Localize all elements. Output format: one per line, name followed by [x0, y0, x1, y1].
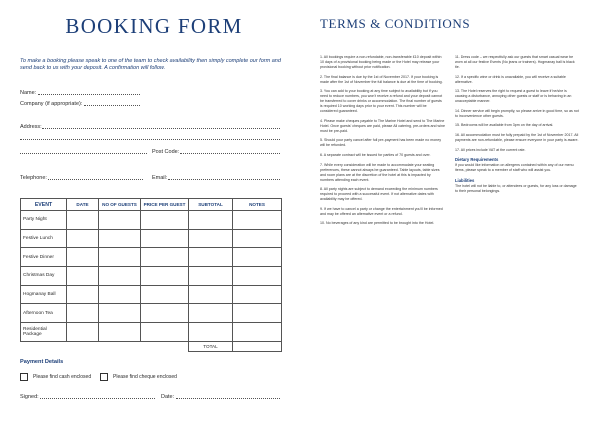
event-name: Christmas Day — [21, 267, 67, 286]
column-header: DATE — [67, 199, 99, 211]
dietary-heading: Dietary Requirements — [455, 157, 499, 163]
address-label: Address: — [20, 124, 42, 130]
total-row — [21, 341, 282, 351]
column-header: NO OF GUESTS — [99, 199, 141, 211]
liabilities-heading: Liabilities — [455, 177, 475, 183]
cheque-enclosed-label: Please find cheque enclosed — [113, 374, 177, 380]
price-cell[interactable] — [141, 267, 189, 286]
terms-title: TERMS & CONDITIONS — [320, 16, 471, 31]
notes-cell[interactable] — [233, 211, 282, 230]
subtotal-cell[interactable] — [189, 211, 233, 230]
event-name: Residential Package — [21, 323, 67, 342]
dietary-text: If you would like information on allergens contained within any of our menu items, please speak to a member of staff who will assist you. — [455, 163, 574, 173]
event-name: Party Night — [21, 211, 67, 230]
table-row — [21, 304, 282, 323]
price-cell[interactable] — [141, 323, 189, 342]
event-name: Festive Lunch — [21, 229, 67, 248]
terms-page — [300, 0, 600, 425]
date-field[interactable] — [176, 398, 280, 399]
company-field[interactable] — [84, 105, 140, 106]
term-item: 11. Dress code – we respectfully ask our guests that smart casual wear be worn at all our festive Events (No jeans or trainers). Hogmanay ball is black tie. — [455, 55, 575, 69]
subtotal-cell[interactable] — [189, 285, 233, 304]
notes-cell[interactable] — [233, 229, 282, 248]
guests-cell[interactable] — [99, 304, 141, 323]
telephone-field[interactable] — [48, 179, 143, 180]
address-field-2[interactable] — [20, 139, 280, 140]
notes-cell[interactable] — [233, 248, 282, 267]
date-cell[interactable] — [67, 285, 99, 304]
cash-enclosed-label: Please find cash enclosed — [33, 374, 92, 380]
term-item: 16. All accommodation must be fully prepaid by the 1st of November 2017. All payments are non-refundable, please ensure everyone in your party is aware. — [455, 132, 579, 142]
date-cell[interactable] — [67, 323, 99, 342]
term-item: 4. Please make cheques payable to The Marine Hotel and send to The Marine Hotel. Once guests' cheques are paid, please All catering, pre-orders and wine must be pre-paid. — [320, 118, 445, 133]
term-item: 5. Should your party cancel after full pre-payment has been made no money will be refunded. — [320, 138, 442, 148]
date-label: Date: — [161, 394, 175, 400]
guests-cell[interactable] — [99, 211, 141, 230]
term-item: 6. A separate contract will be issued for parties of 70 guests and over. — [320, 152, 431, 157]
post-code-field[interactable] — [180, 153, 280, 154]
term-item: 13. The Hotel reserves the right to request a guest to leave if he/she is causing a disturbance, annoying other guests or staff or is behaving in an unacceptable manner. — [455, 89, 572, 104]
price-cell[interactable] — [141, 285, 189, 304]
price-cell[interactable] — [141, 229, 189, 248]
subtotal-cell[interactable] — [189, 248, 233, 267]
subtotal-cell[interactable] — [189, 323, 233, 342]
column-header: SUBTOTAL — [189, 199, 233, 211]
booking-intro: To make a booking please speak to one of the team to check availability then simply complete our form and send back to us with your deposit. A confirmation will follow. — [20, 58, 281, 71]
price-cell[interactable] — [141, 211, 189, 230]
address-field-1[interactable] — [42, 128, 280, 129]
column-header: PRICE PER GUEST — [141, 199, 189, 211]
term-item: 15. Bedrooms will be available from 3pm on the day of arrival. — [455, 123, 554, 128]
guests-cell[interactable] — [99, 323, 141, 342]
post-code-label: Post Code: — [152, 149, 180, 155]
terms-column-2 — [455, 55, 580, 198]
total-label: TOTAL — [189, 341, 233, 351]
notes-cell[interactable] — [233, 285, 282, 304]
signed-label: Signed: — [20, 394, 39, 400]
guests-cell[interactable] — [99, 285, 141, 304]
date-cell[interactable] — [67, 304, 99, 323]
term-item: 17. All prices include VAT at the current rate. — [455, 147, 526, 152]
telephone-label: Telephone: — [20, 175, 47, 181]
term-item: 7. While every consideration will be made to accommodate your seating preferences, these cannot always be guaranteed. Table layouts, table sizes and room plans are at the discretion of the hotel at this is impacted by numbers attending each event. — [320, 162, 440, 182]
date-cell[interactable] — [67, 267, 99, 286]
date-cell[interactable] — [67, 229, 99, 248]
email-field[interactable] — [168, 179, 280, 180]
signature-field[interactable] — [40, 398, 155, 399]
booking-table — [20, 198, 282, 352]
term-item: 14. Dinner service will begin promptly, so please arrive in good time, so as not to inconvenience other guests. — [455, 108, 579, 118]
name-label: Name: — [20, 90, 37, 96]
date-cell[interactable] — [67, 248, 99, 267]
guests-cell[interactable] — [99, 229, 141, 248]
terms-column-1 — [320, 55, 445, 231]
email-label: Email: — [152, 175, 168, 181]
term-item: 2. The final balance is due by the 1st of November 2017. If your booking is made after the 1st of November the full balance is due at the time of booking. — [320, 74, 443, 84]
subtotal-cell[interactable] — [189, 229, 233, 248]
guests-cell[interactable] — [99, 267, 141, 286]
price-cell[interactable] — [141, 248, 189, 267]
booking-form-title: BOOKING FORM — [65, 14, 243, 38]
payment-details-title: Payment Details — [20, 359, 64, 365]
event-name: Festive Dinner — [21, 248, 67, 267]
address-field-3[interactable] — [20, 153, 147, 154]
subtotal-cell[interactable] — [189, 267, 233, 286]
company-label: Company (if appropriate): — [20, 101, 83, 107]
cash-enclosed-checkbox[interactable] — [20, 373, 28, 381]
table-row — [21, 267, 282, 286]
table-row — [21, 248, 282, 267]
term-item: 1. All bookings require a non-refundable, non-transferable £10 deposit within 10 days of a provisional booking being made or the Hotel may release your provisional booking without prior notification. — [320, 55, 442, 69]
subtotal-cell[interactable] — [189, 304, 233, 323]
guests-cell[interactable] — [99, 248, 141, 267]
event-name: Afternoon Tea — [21, 304, 67, 323]
table-row — [21, 211, 282, 230]
term-item: 10. No beverages of any kind are permitted to be brought into the Hotel. — [320, 221, 435, 226]
table-row — [21, 229, 282, 248]
term-item: 12. If a specific wine or drink is unavailable, you will receive a suitable alternative. — [455, 74, 566, 84]
term-item: 9. If we have to cancel a party or change the entertainment you'll be informed and may be offered an alternative event or a refund. — [320, 206, 443, 216]
cheque-enclosed-checkbox[interactable] — [100, 373, 108, 381]
total-cell[interactable] — [233, 341, 282, 351]
column-header: NOTES — [233, 199, 282, 211]
name-field[interactable] — [38, 94, 140, 95]
notes-cell[interactable] — [233, 267, 282, 286]
term-item: 8. All party nights are subject to demand exceeding the minimum numbers required to proceed with a successful event. If not alternative dates with availability may be offered. — [320, 187, 438, 202]
table-row — [21, 285, 282, 304]
table-header-row — [21, 199, 282, 211]
term-item: 3. You can add to your booking at any time subject to availability but if you need to reduce numbers, you won't receive a refund and your deposit cannot be transferred to cover drinks or accommodation. The final number of guests is required 10 working days prior to your event. This number will be considered guaranteed. — [320, 89, 443, 114]
event-name: Hogmanay Ball — [21, 285, 67, 304]
table-row — [21, 323, 282, 342]
price-cell[interactable] — [141, 304, 189, 323]
liabilities-text: The hotel will not be liable to, or attendees or guests, for any loss or damage to their personal belongings. — [455, 183, 577, 193]
date-cell[interactable] — [67, 211, 99, 230]
notes-cell[interactable] — [233, 304, 282, 323]
column-header: EVENT — [21, 199, 67, 211]
notes-cell[interactable] — [233, 323, 282, 342]
